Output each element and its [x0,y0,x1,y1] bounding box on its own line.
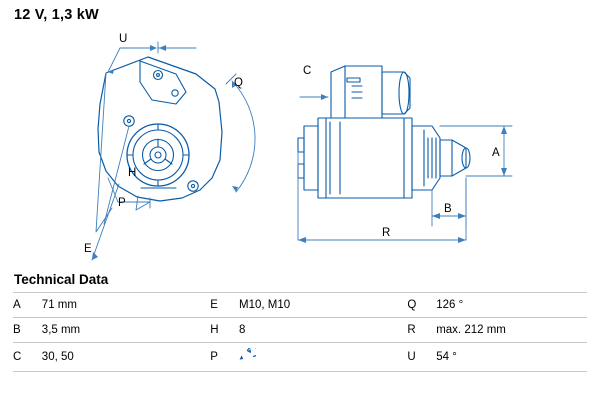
table-row [13,318,587,343]
label-A: A [492,147,500,159]
spec-value [239,343,390,372]
starter-motor-front-view [98,57,222,201]
spacer-cell [192,293,210,318]
spec-value: 8 [239,318,390,343]
spec-key: H [210,318,239,343]
page-title: 12 V, 1,3 kW [14,7,99,23]
spec-value: 30, 50 [42,343,193,372]
spacer-cell [390,293,408,318]
spec-key: P [210,343,239,372]
spec-key: A [13,293,42,318]
technical-data-table [13,292,587,372]
drawing-canvas [0,26,600,266]
label-E: E [84,243,92,255]
spec-value: M10, M10 [239,293,390,318]
label-Q: Q [234,77,243,89]
spec-value: 71 mm [42,293,193,318]
table-row [13,293,587,318]
technical-drawings [0,26,600,266]
spacer-cell [390,318,408,343]
label-P: P [118,197,126,209]
spec-key: B [13,318,42,343]
rotation-direction-icon [239,348,256,366]
starter-motor-side-view [298,66,470,198]
label-C: C [303,65,312,77]
spec-key: C [13,343,42,372]
spec-value: 3,5 mm [42,318,193,343]
label-B: B [444,203,452,215]
spacer-cell [390,343,408,372]
spec-value: max. 212 mm [436,318,587,343]
technical-data-heading: Technical Data [14,272,109,287]
spacer-cell [192,318,210,343]
spec-key: U [407,343,436,372]
spec-key: E [210,293,239,318]
spec-key: R [407,318,436,343]
spec-key: Q [407,293,436,318]
table-row [13,343,587,372]
spec-value: 54 ° [436,343,587,372]
label-U: U [119,33,128,45]
label-H: H [128,167,137,179]
label-R: R [382,227,391,239]
spacer-cell [192,343,210,372]
spec-value: 126 ° [436,293,587,318]
